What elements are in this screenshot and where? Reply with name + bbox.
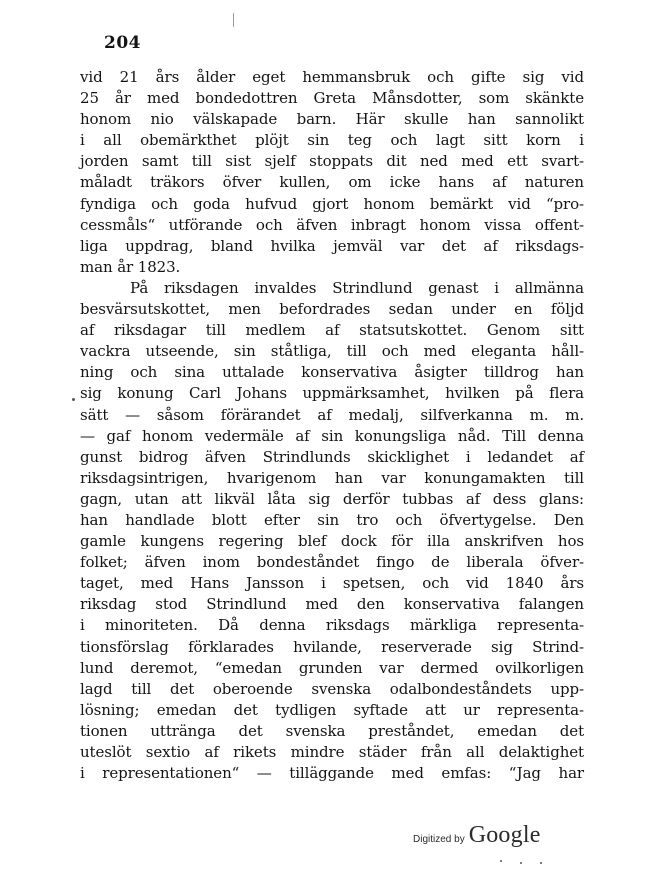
text-line: af riksdagar till medlem af statsutskottet. Genom sitt (80, 321, 584, 340)
text-line: taget, med Hans Jansson i spetsen, och vid 1840 års (80, 574, 584, 593)
text-line: riksdag stod Strindlund med den konservativa falangen (80, 595, 584, 614)
scan-speck (540, 862, 542, 864)
text-line: i minoriteten. Då denna riksdags märkliga representa- (80, 616, 584, 635)
scan-speck (500, 860, 502, 862)
scan-speck (520, 862, 522, 864)
text-line: vackra utseende, sin ståtliga, till och med eleganta håll- (80, 342, 584, 361)
text-line: han handlade blott efter sin tro och öfvertygelse. Den (80, 510, 584, 529)
text-line: man år 1823. (80, 257, 181, 276)
text-line: lagd till det oberoende svenska odalbondeståndets upp- (80, 679, 584, 698)
text-line: På riksdagen invaldes Strindlund genast i allmänna (130, 278, 584, 297)
digitized-watermark (413, 822, 541, 849)
text-line: sig konung Carl Johans uppmärksamhet, hvilken på flera (80, 384, 584, 403)
text-line: riksdagsintrigen, hvarigenom han var konungamakten till (80, 468, 584, 487)
text-line: tionsförslag förklarades hvilande, reserverade sig Strind- (80, 637, 584, 656)
text-line: ning och sina uttalade konservativa åsigter tilldrog han (80, 363, 584, 382)
text-line: gamle kungens regering blef dock för illa anskrifven hos (80, 532, 584, 551)
body-text (80, 67, 584, 784)
text-line: gagn, utan att likväl låta sig derför tubbas af dess glans: (80, 489, 584, 508)
text-line: jorden samt till sist sjelf stoppats dit ned med ett svart- (80, 152, 584, 171)
text-line: måladt träkors öfver kullen, om icke hans af naturen (80, 173, 584, 192)
text-line: 25 år med bondedottren Greta Månsdotter, som skänkte (80, 89, 584, 108)
text-line: lösning; emedan det tydligen syftade att ur representa- (80, 700, 584, 719)
text-line: besvärsutskottet, men befordrades sedan under en följd (80, 300, 584, 319)
digitized-label: Digitized by (413, 834, 465, 845)
text-line: uteslöt sextio af rikets mindre städer från all delaktighet (80, 743, 584, 761)
text-line: sätt — såsom förärandet af medalj, silfverkanna m. m. (80, 405, 584, 424)
text-line: vid 21 års ålder eget hemmansbruk och gifte sig vid (80, 68, 584, 86)
text-line: gunst bidrog äfven Strindlunds skicklighet i ledandet af (80, 447, 584, 466)
google-logo: Google (468, 822, 541, 848)
text-line: i all obemärkthet plöjt sin teg och lagt sitt korn i (80, 131, 584, 150)
page-number: 204 (104, 33, 141, 53)
scan-speck (72, 398, 75, 401)
text-line: lund deremot, “emedan grunden var dermed ovilkorligen (80, 658, 584, 677)
text-line: honom nio välskapade barn. Här skulle han sannolikt (80, 110, 584, 129)
text-line: — gaf honom vedermäle af sin konungsliga nåd. Till denna (80, 426, 584, 445)
scan-speck (233, 13, 234, 27)
text-line: tionen uttränga det svenska preståndet, emedan det (80, 721, 584, 740)
text-line: folket; äfven inom bondeståndet fingo de liberala öfver- (80, 553, 584, 572)
text-line: i representationen“ — tilläggande med emfas: “Jag har (80, 764, 584, 783)
text-line: fyndiga och goda hufvud gjort honom bemärkt vid “pro- (80, 194, 584, 213)
text-line: cessmåls“ utförande och äfven inbragt honom vissa offent- (80, 215, 584, 234)
text-line: liga uppdrag, bland hvilka jemväl var det af riksdags- (80, 236, 584, 255)
